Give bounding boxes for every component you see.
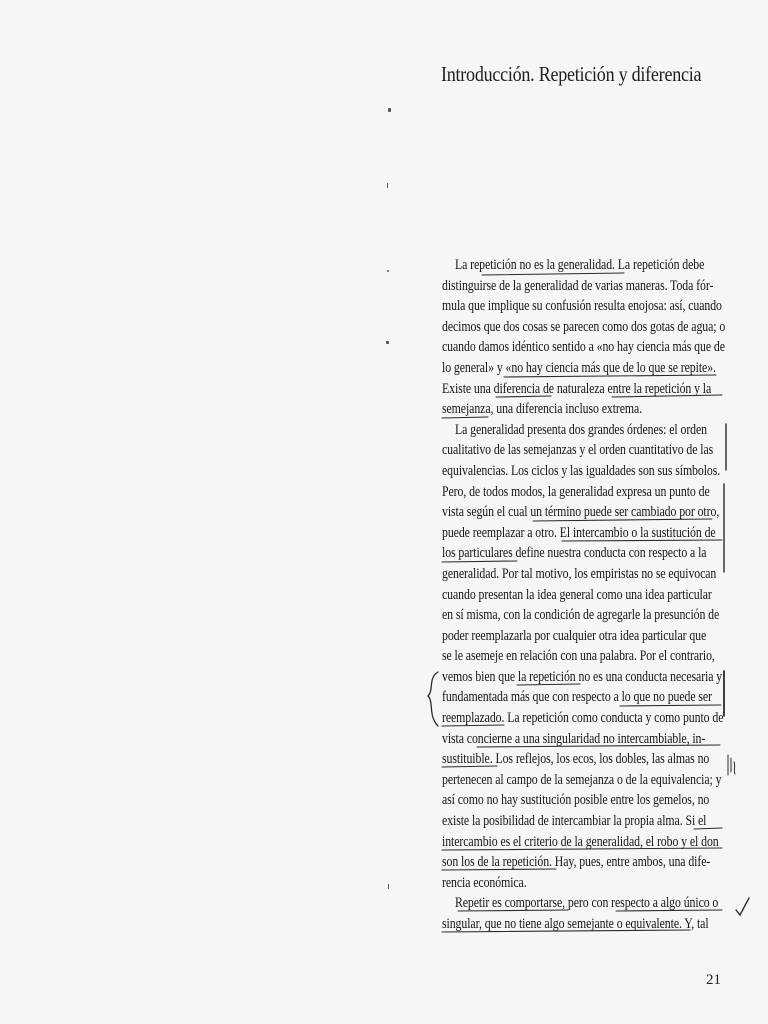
- text-line: son los de la repetición. Hay, pues, entre ambos, una dife-: [442, 854, 711, 871]
- text-line: intercambio es el criterio de la generalidad, el robo y el don: [442, 833, 719, 850]
- margin-scribble: [728, 755, 735, 775]
- text-line: puede reemplazar a otro. El intercambio o la sustitución de: [442, 524, 716, 541]
- text-line: La repetición no es la generalidad. La repetición debe: [454, 257, 705, 273]
- text-line: mula que implique su confusión resulta enojosa: así, cuando: [442, 298, 722, 315]
- scan-speck: [388, 108, 391, 112]
- text-line: La generalidad presenta dos grandes órdenes: el orden: [454, 421, 708, 438]
- text-line: Existe una diferencia de naturaleza entre la repetición y la: [442, 380, 712, 397]
- text-line: existe la posibilidad de intercambiar la propia alma. Si el: [442, 813, 707, 830]
- text-line: sustituible. Los reflejos, los ecos, los dobles, las almas no: [442, 751, 710, 768]
- text-line: pertenecen al campo de la semejanza o de la equivalencia; y: [442, 771, 722, 788]
- text-line: singular, que no tiene algo semejante o equivalente. Y, tal: [442, 916, 709, 932]
- text-line: se le asemeje en relación con una palabra. Por el contrario,: [442, 648, 715, 665]
- scan-speck: [387, 183, 388, 188]
- text-line: equivalencias. Los ciclos y las igualdades son sus símbolos.: [442, 462, 721, 479]
- page-number: 21: [706, 972, 721, 988]
- text-line: lo general» y «no hay ciencia más que de lo que se repite».: [442, 359, 716, 376]
- text-line: vemos bien que la repetición no es una conducta necesaria y: [442, 668, 723, 685]
- text-line: así como no hay sustitución posible entre los gemelos, no: [442, 792, 710, 809]
- text-line: cuando damos idéntico sentido a «no hay ciencia más que de: [442, 339, 725, 356]
- text-line: Repetir es comportarse, pero con respecto a algo único o: [454, 895, 719, 912]
- scan-speck: [388, 884, 389, 889]
- text-line: Pero, de todos modos, la generalidad expresa un punto de: [442, 483, 710, 500]
- text-line: decimos que dos cosas se parecen como dos gotas de agua; o: [442, 318, 726, 335]
- text-line: cuando presentan la idea general como una idea particular: [442, 586, 712, 603]
- scan-speck: [386, 341, 389, 344]
- text-line: fundamentada más que con respecto a lo que no puede ser: [442, 689, 712, 706]
- page-header-title: Introducción. Repetición y diferencia: [441, 62, 702, 86]
- text-line: vista según el cual un término puede ser cambiado por otro,: [442, 504, 720, 521]
- text-line: rencia económica.: [442, 874, 527, 891]
- body-text: [442, 255, 726, 935]
- text-line: generalidad. Por tal motivo, los empiristas no se equivocan: [442, 565, 717, 582]
- check-mark: [736, 898, 749, 915]
- text-line: poder reemplazarla por cualquier otra idea particular que: [442, 627, 707, 644]
- text-line: cualitativo de las semejanzas y el orden cuantitativo de las: [442, 442, 714, 459]
- text-line: semejanza, una diferencia incluso extrema.: [442, 401, 643, 418]
- margin-brace: [428, 672, 438, 726]
- text-line: vista concierne a una singularidad no intercambiable, in-: [442, 730, 706, 747]
- text-line: los particulares define nuestra conducta con respecto a la: [442, 545, 707, 562]
- text-line: reemplazado. La repetición como conducta y como punto de: [442, 710, 724, 727]
- text-line: distinguirse de la generalidad de varias maneras. Toda fór-: [442, 277, 714, 294]
- text-line: en sí misma, con la condición de agregarle la presunción de: [442, 607, 720, 624]
- scan-speck: [387, 270, 389, 272]
